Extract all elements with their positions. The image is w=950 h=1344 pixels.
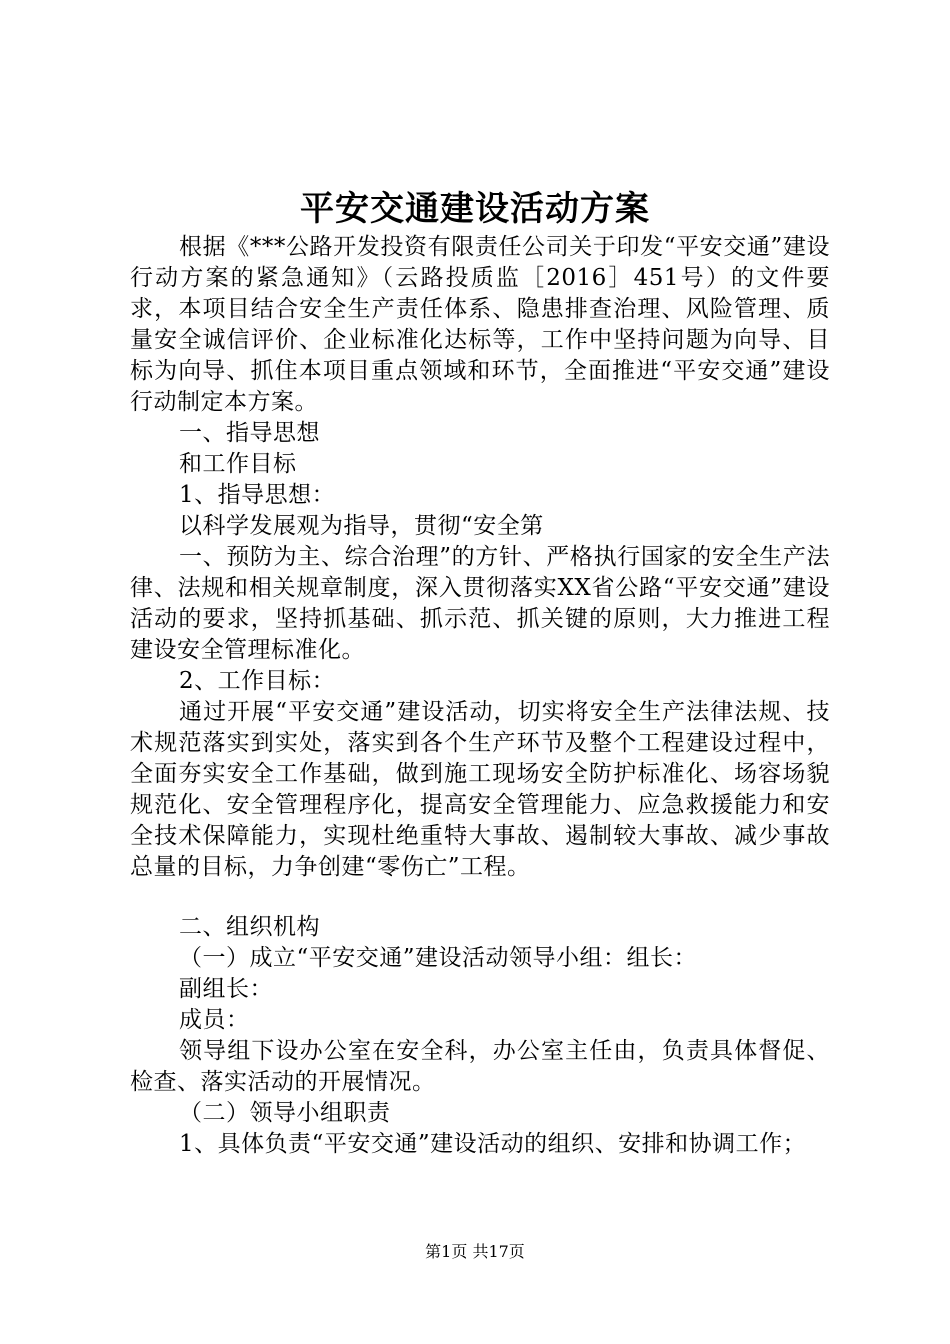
page-title: 平安交通建设活动方案 (300, 189, 650, 229)
page-footer: 第1页 共17页 (425, 1242, 525, 1261)
office-paragraph: 领导组下设办公室在安全科，办公室主任由，负责具体督促、检查、落实活动的开展情况。 (130, 1038, 830, 1095)
members-line: 成员： (179, 1007, 250, 1033)
section-heading-guiding-cont: 和工作目标 (179, 451, 297, 477)
subsection-heading-duties: （二）领导小组职责 (179, 1100, 391, 1126)
subsection-heading-leading-group: （一）成立“平安交通”建设活动领导小组：组长： (179, 945, 698, 971)
paragraph-gap (130, 883, 830, 912)
subsection-heading-work-goal: 2、工作目标： (179, 668, 336, 694)
goal-paragraph: 通过开展“平安交通”建设活动，切实将安全生产法律法规、技术规范落实到实处，落实到各个生产环节及整个工程建设过程中，全面夯实安全工作基础，做到施工现场安全防护标准化、场容场貌规范化、安全管理程序化，提高安全管理能力、应急救援能力和安全技术保障能力，实现杜绝重特大事故、遏制较大事故、减少事故总量的目标，力争创建“零伤亡”工程。 (130, 699, 830, 880)
intro-paragraph: 根据《***公路开发投资有限责任公司关于印发“平安交通”建设行动方案的紧急通知》（云路投质监［2016］451号）的文件要求，本项目结合安全生产责任体系、隐患排查治理、风险管理、质量安全诚信评价、企业标准化达标等，工作中坚持问题为向导、目标为向导、抓住本项目重点领域和环节，全面推进“平安交通”建设行动制定本方案。 (130, 234, 830, 415)
guiding-paragraph: 一、预防为主、综合治理”的方针、严格执行国家的安全生产法律、法规和相关规章制度，深入贯彻落实XX省公路“平安交通”建设活动的要求，坚持抓基础、抓示范、抓关键的原则，大力推进工程建设安全管理标准化。 (130, 544, 830, 663)
deputy-leader-line: 副组长： (179, 976, 273, 1002)
subsection-heading-guiding-thought: 1、指导思想： (179, 482, 336, 508)
document-body (130, 232, 830, 1160)
section-heading-organization: 二、组织机构 (179, 914, 320, 940)
duty-item-1: 1、具体负责“平安交通”建设活动的组织、安排和协调工作； (179, 1131, 807, 1157)
section-heading-guiding: 一、指导思想 (179, 420, 320, 446)
guiding-paragraph-start: 以科学发展观为指导，贯彻“安全第 (179, 513, 544, 539)
